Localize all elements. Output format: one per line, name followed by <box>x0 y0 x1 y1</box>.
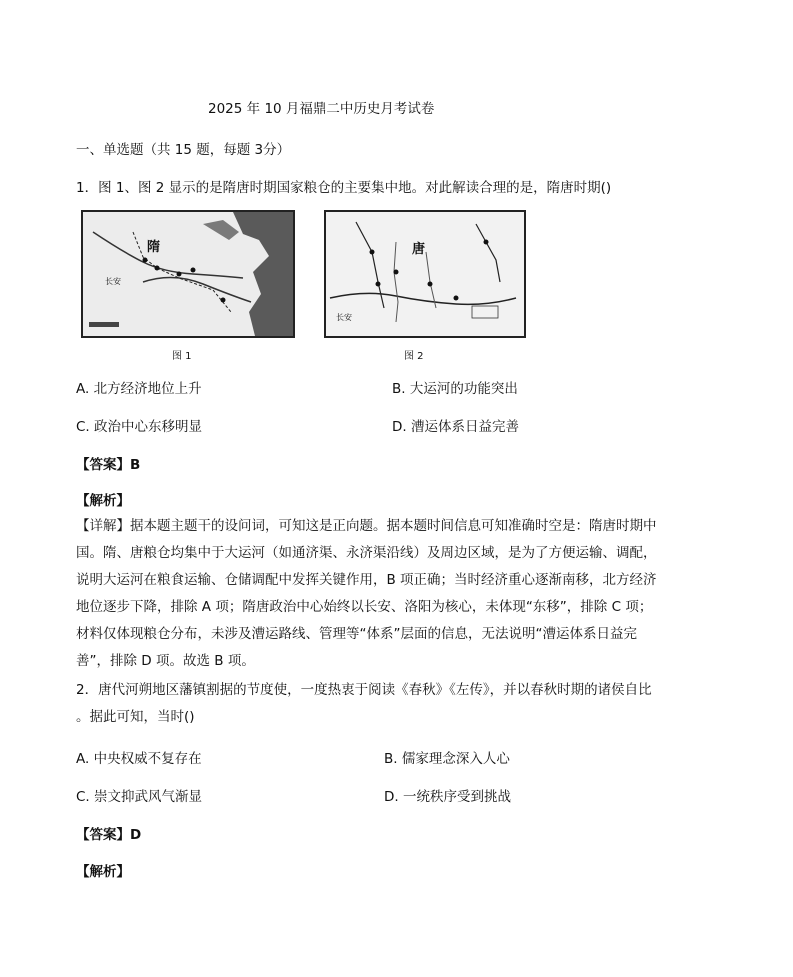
q2-option-d: D. 一统秩序受到挑战 <box>384 789 511 805</box>
q1-option-b: B. 大运河的功能突出 <box>392 381 518 397</box>
q2-stem-line: 。据此可知，当时() <box>76 709 195 725</box>
map-2-place: 长安 <box>336 313 352 322</box>
q2-option-b: B. 儒家理念深入人心 <box>384 751 510 767</box>
q2-option-c: C. 崇文抑武风气渐显 <box>76 789 203 805</box>
q1-detail-line: 地位逐步下降，排除 A 项；隋唐政治中心始终以长安、洛阳为核心，未体现“东移”，排除 C 项； <box>76 599 653 615</box>
map-figure-1 <box>81 210 295 338</box>
map-2-drawing <box>326 212 524 336</box>
q1-option-d: D. 漕运体系日益完善 <box>392 419 519 435</box>
map-2-label: 唐 <box>412 242 426 257</box>
q2-answer: 【答案】D <box>76 827 142 843</box>
q1-answer: 【答案】B <box>76 457 141 473</box>
exam-title: 2025 年 10 月福鼎二中历史月考试卷 <box>208 101 435 117</box>
q2-option-a: A. 中央权威不复存在 <box>76 751 202 767</box>
map-1-drawing <box>83 212 293 336</box>
q1-detail-line: 说明大运河在粮食运输、仓储调配中发挥关键作用，B 项正确；当时经济重心逐渐南移，北方经济 <box>76 572 657 588</box>
q1-detail-line: 善”，排除 D 项。故选 B 项。 <box>76 653 255 669</box>
q1-detail-line: 【详解】据本题主题干的设问词，可知这是正向题。据本题时间信息可知准确时空是：隋唐时期中 <box>76 518 657 534</box>
q1-analysis-heading: 【解析】 <box>76 493 130 509</box>
q1-option-c: C. 政治中心东移明显 <box>76 419 203 435</box>
q1-detail <box>76 513 696 675</box>
figure-1-caption: 图 1 <box>172 351 192 362</box>
map-1-label: 隋 <box>147 240 161 255</box>
q2-stem-line: 2．唐代河朔地区藩镇割据的节度使，一度热衷于阅读《春秋》《左传》，并以春秋时期的诸侯自比 <box>76 682 652 698</box>
section-heading: 一、单选题（共 15 题，每题 3分） <box>76 142 291 158</box>
q1-detail-line: 材料仅体现粮仓分布，未涉及漕运路线、管理等“体系”层面的信息，无法说明“漕运体系日益完 <box>76 626 637 642</box>
q1-detail-line: 国。隋、唐粮仓均集中于大运河（如通济渠、永济渠沿线）及周边区域，是为了方便运输、调配， <box>76 545 657 561</box>
map-1-place: 长安 <box>105 277 121 286</box>
question-1-stem: 1．图 1、图 2 显示的是隋唐时期国家粮仓的主要集中地。对此解读合理的是，隋唐时期() <box>76 180 612 196</box>
figure-2-caption: 图 2 <box>404 351 424 362</box>
question-2-stem <box>76 677 696 731</box>
q1-option-a: A. 北方经济地位上升 <box>76 381 202 397</box>
q2-analysis-heading: 【解析】 <box>76 864 130 880</box>
map-figure-2 <box>324 210 526 338</box>
